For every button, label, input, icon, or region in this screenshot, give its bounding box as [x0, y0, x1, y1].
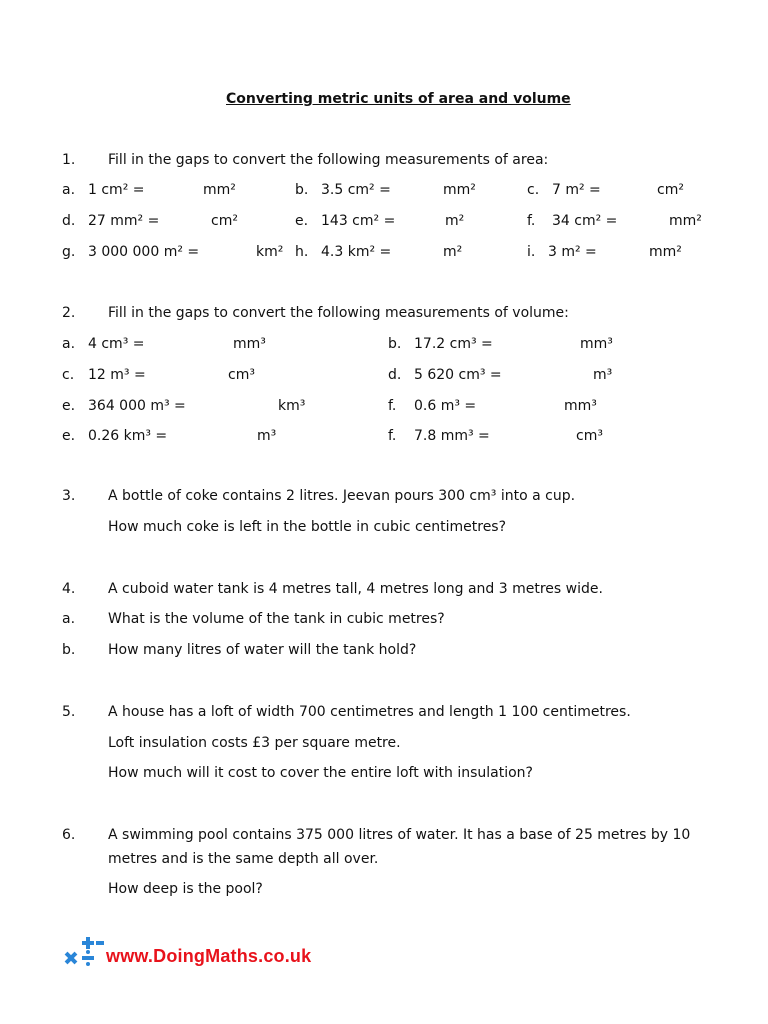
q1-part-a-label: a.: [62, 182, 76, 198]
q1-part-d-expr: 27 mm² =: [88, 213, 160, 229]
q5-number: 5.: [62, 704, 76, 720]
q1-part-c-expr: 7 m² =: [552, 182, 601, 198]
q3-line2: How much coke is left in the bottle in cubic centimetres?: [108, 519, 507, 535]
q2-part-b-label: b.: [388, 336, 402, 352]
q2-part-h-unit: cm³: [576, 428, 603, 444]
page-title: Converting metric units of area and volume: [226, 91, 571, 107]
q2-number: 2.: [62, 305, 76, 321]
q4-part-a-text: What is the volume of the tank in cubic metres?: [108, 611, 445, 627]
q1-part-g-label: g.: [62, 244, 76, 260]
q4-part-b-text: How many litres of water will the tank hold?: [108, 642, 417, 658]
q6-line3: How deep is the pool?: [108, 881, 263, 897]
q2-part-a-expr: 4 cm³ =: [88, 336, 145, 352]
q3-number: 3.: [62, 488, 76, 504]
q1-part-h-expr: 4.3 km² =: [321, 244, 392, 260]
q1-part-f-label: f.: [527, 213, 536, 229]
q2-part-g-label: e.: [62, 428, 76, 444]
logo-url-text[interactable]: www.DoingMaths.co.uk: [106, 946, 312, 966]
q1-part-i-label: i.: [527, 244, 536, 260]
q1-number: 1.: [62, 152, 76, 168]
q2-part-c-unit: cm³: [228, 367, 255, 383]
q1-part-d-unit: cm²: [211, 213, 238, 229]
q2-part-a-unit: mm³: [233, 336, 266, 352]
q2-part-h-label: f.: [388, 428, 397, 444]
q1-part-f-expr: 34 cm² =: [552, 213, 618, 229]
q1-part-h-label: h.: [295, 244, 309, 260]
q2-part-b-unit: mm³: [580, 336, 613, 352]
q4-number: 4.: [62, 581, 76, 597]
q2-part-f-expr: 0.6 m³ =: [414, 398, 477, 414]
q2-part-e-expr: 364 000 m³ =: [88, 398, 186, 414]
q1-part-a-expr: 1 cm² =: [88, 182, 145, 198]
q2-part-c-expr: 12 m³ =: [88, 367, 146, 383]
q2-part-c-label: c.: [62, 367, 75, 383]
doingmaths-logo[interactable]: [62, 934, 382, 974]
q2-part-e-label: e.: [62, 398, 76, 414]
q1-part-c-label: c.: [527, 182, 540, 198]
q1-part-d-label: d.: [62, 213, 76, 229]
q2-part-g-unit: m³: [257, 428, 277, 444]
q4-line1: A cuboid water tank is 4 metres tall, 4 metres long and 3 metres wide.: [108, 581, 603, 597]
q2-part-g-expr: 0.26 km³ =: [88, 428, 168, 444]
q2-part-h-expr: 7.8 mm³ =: [414, 428, 490, 444]
q1-part-e-expr: 143 cm² =: [321, 213, 396, 229]
q5-line2: Loft insulation costs £3 per square metre.: [108, 735, 401, 751]
q2-part-a-label: a.: [62, 336, 76, 352]
q1-part-a-unit: mm²: [203, 182, 236, 198]
q1-part-e-label: e.: [295, 213, 309, 229]
math-operators-icon: [62, 934, 104, 974]
q2-part-d-label: d.: [388, 367, 402, 383]
q1-part-e-unit: m²: [445, 213, 465, 229]
q6-line1: A swimming pool contains 375 000 litres of water. It has a base of 25 metres by 10: [108, 827, 691, 843]
q1-part-h-unit: m²: [443, 244, 463, 260]
q1-part-g-expr: 3 000 000 m² =: [88, 244, 200, 260]
q1-part-i-unit: mm²: [649, 244, 682, 260]
q4-part-b-label: b.: [62, 642, 76, 658]
q1-part-b-expr: 3.5 cm² =: [321, 182, 391, 198]
q5-line3: How much will it cost to cover the entire loft with insulation?: [108, 765, 533, 781]
q2-part-e-unit: km³: [278, 398, 306, 414]
q1-instruction: Fill in the gaps to convert the following measurements of area:: [108, 152, 549, 168]
q2-part-d-unit: m³: [593, 367, 613, 383]
q6-number: 6.: [62, 827, 76, 843]
q1-part-f-unit: mm²: [669, 213, 702, 229]
q1-part-c-unit: cm²: [657, 182, 684, 198]
q5-line1: A house has a loft of width 700 centimetres and length 1 100 centimetres.: [108, 704, 631, 720]
q1-part-b-unit: mm²: [443, 182, 476, 198]
q2-instruction: Fill in the gaps to convert the following measurements of volume:: [108, 305, 569, 321]
q1-part-i-expr: 3 m² =: [548, 244, 597, 260]
q1-part-g-unit: km²: [256, 244, 284, 260]
q2-part-f-unit: mm³: [564, 398, 597, 414]
q2-part-f-label: f.: [388, 398, 397, 414]
q2-part-d-expr: 5 620 cm³ =: [414, 367, 502, 383]
q3-line1: A bottle of coke contains 2 litres. Jeevan pours 300 cm³ into a cup.: [108, 488, 576, 504]
q1-part-b-label: b.: [295, 182, 309, 198]
q4-part-a-label: a.: [62, 611, 76, 627]
q2-part-b-expr: 17.2 cm³ =: [414, 336, 493, 352]
q6-line2: metres and is the same depth all over.: [108, 851, 379, 867]
